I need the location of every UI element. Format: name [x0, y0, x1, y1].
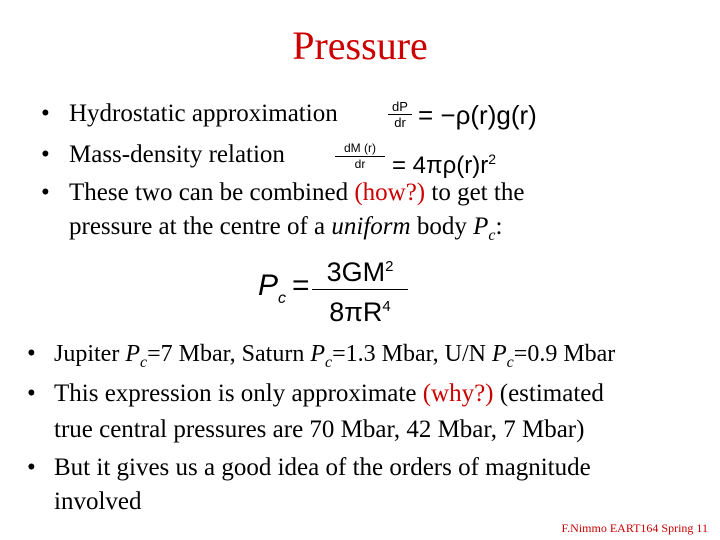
- bullet-marker: •: [41, 141, 50, 168]
- bullet-approximate-line2: true central pressures are 70 Mbar, 42 Mbar, 7 Mbar): [54, 416, 585, 443]
- bullet-combined: These two can be combined (how?) to get the: [69, 179, 525, 206]
- eq-pc-lhs: $P_c$: [258, 269, 287, 307]
- bullet-marker: •: [27, 380, 36, 407]
- bullet-marker: •: [27, 340, 36, 367]
- bullet-marker: •: [41, 179, 50, 206]
- bullet-planet-pressures: Jupiter $P_c=7$ Mbar, Saturn $P_c=1.3$ Mbar, U/N $P_c=0.9$ Mbar: [54, 341, 616, 371]
- bullet-hydrostatic: Hydrostatic approximation: [69, 100, 338, 127]
- eq-pc-equals: =: [292, 269, 310, 302]
- eq-mass-rhs: = $4\pi\rho(r)r^2$: [392, 151, 497, 179]
- how-question: (how?): [354, 179, 426, 206]
- why-question: (why?): [422, 380, 494, 407]
- bullet-marker: •: [41, 100, 50, 127]
- eq-mass-fraction: dM (r) dr: [335, 141, 385, 172]
- eq-hydrostatic-rhs: = −ρ(r)g(r): [418, 100, 537, 130]
- bullet-orders-of-magnitude: But it gives us a good idea of the orders of magnitude: [54, 454, 591, 481]
- eq-pc-fraction: $3GM^2$ $8\pi R^4$: [312, 250, 408, 329]
- bullet-mass-density: Mass-density relation: [69, 141, 285, 168]
- slide-title: Pressure: [292, 23, 428, 68]
- bullet-orders-of-magnitude-line2: involved: [54, 488, 142, 515]
- eq-hydrostatic-fraction: dP dr: [388, 99, 412, 130]
- bullet-combined-line2: pressure at the centre of a uniform body $P_c$:: [69, 213, 503, 244]
- bullet-approximate: This expression is only approximate (why?) (estimated: [54, 380, 604, 407]
- bullet-marker: •: [27, 454, 36, 481]
- footer-credit: F.Nimmo EART164 Spring 11: [561, 521, 708, 535]
